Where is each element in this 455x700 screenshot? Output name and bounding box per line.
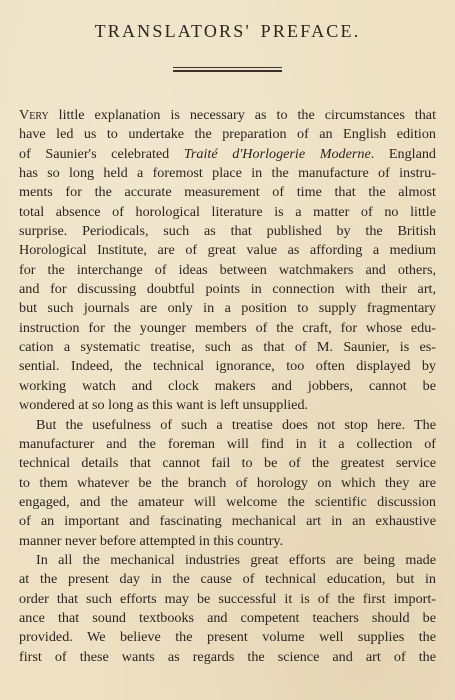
text-line: have led us to undertake the preparation of an English edition [19,126,436,143]
text-line: Horological Institute, are of great value as affording a medium [19,242,436,259]
drop-word: Very [19,107,49,123]
text-line: for the interchange of ideas between watchmakers and others, [19,261,436,278]
text-line: manner never before attempted in this country. [19,532,284,549]
text-line: order that such efforts may be successful it is of the first import- [19,590,436,607]
text-line: surprise. Periodicals, such as that published by the British [19,223,436,240]
text-line: wondered at so long as this want is left unsupplied. [19,397,309,414]
text-line: working watch and clock makers and jobbers, cannot be [19,377,436,394]
text-line: and for discussing doubtful points in connection with their art, [19,281,436,298]
text-line: of an important and fascinating mechanical art in an exhaustive [19,513,436,530]
book-title: Traité d'Horlogerie Moderne [183,145,371,162]
paragraph-3 [19,551,436,667]
paragraph-1 [19,106,436,416]
title-rule [173,67,282,72]
text-line: first of these wants as regards the science and art of the [19,648,436,665]
text-line: Very little explanation is necessary as to the circumstances that [19,107,436,123]
text-line: manufacturer and the foreman will find in it a collection of [19,435,436,452]
text-line: at the present day in the cause of technical education, but in [19,571,436,588]
text-line: to them whatever be the branch of horology on which they are [19,474,436,491]
text-line: cation a systematic treatise, such as that of M. Saunier, is es- [19,339,436,356]
page-title: TRANSLATORS' PREFACE. [94,21,361,41]
text-line: ments for the accurate measurement of time that the almost [19,184,436,201]
text-line: provided. We believe the present volume well supplies the [19,629,436,646]
text-line: has so long held a foremost place in the manufacture of instru- [19,165,436,182]
text-line: ance that sound textbooks and competent teachers should be [19,609,436,626]
text-line: engaged, and the amateur will welcome the scientific discussion [19,493,436,510]
text-line: In all the mechanical industries great efforts are being made [36,551,436,568]
text-line: but such journals are only in a position to supply fragmentary [19,300,436,317]
text-line: of Saunier's celebrated Traité d'Horlogerie Moderne. England [19,145,436,162]
text-line: technical details that cannot fail to be of the greatest service [19,455,436,472]
text-line: But the usefulness of such a treatise does not stop here. The [36,416,436,433]
text-line: total absence of horological literature is a matter of no little [19,203,436,220]
paragraph-2 [19,416,436,551]
preface-body [19,106,436,667]
text-line: sential. Indeed, the technical ignorance, too often displayed by [19,358,436,375]
text-line: instruction for the younger members of the craft, for whose edu- [19,319,436,336]
